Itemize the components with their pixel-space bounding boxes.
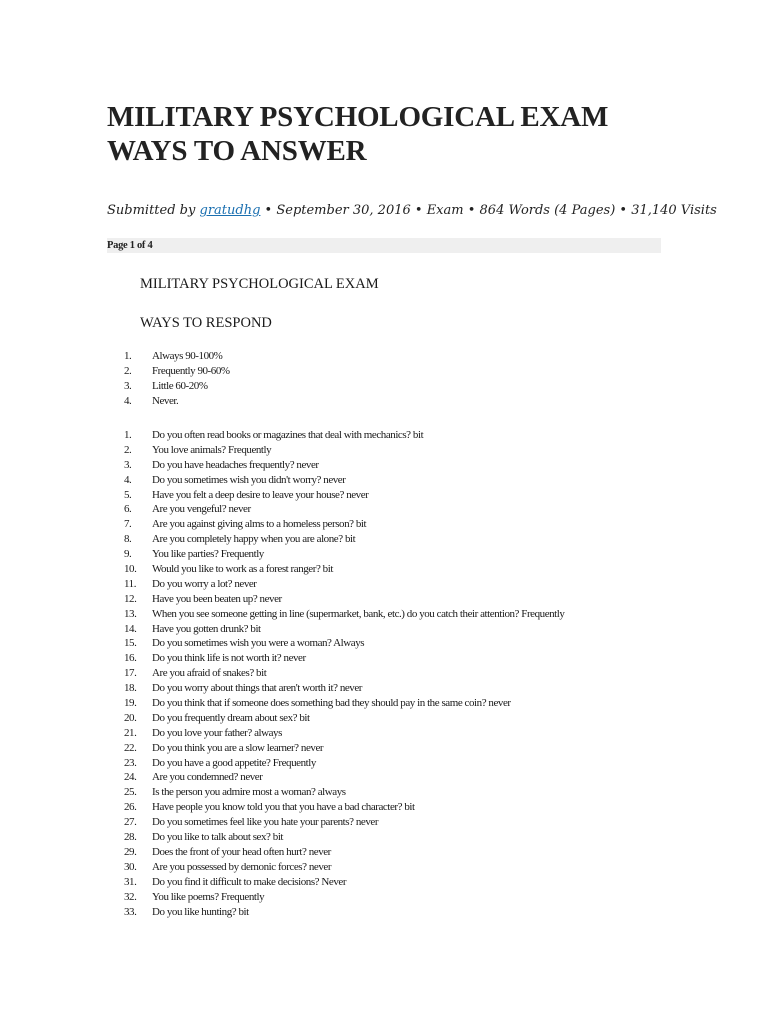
title-line-2: WAYS TO ANSWER [107, 135, 367, 167]
question-item-text: Have you been beaten up? never [152, 592, 282, 605]
question-item-text: Do you love your father? always [152, 726, 282, 739]
question-item-number: 17. [124, 667, 137, 680]
page-title [107, 100, 667, 168]
question-item-number: 4. [124, 473, 132, 486]
question-item-number: 15. [124, 637, 137, 650]
question-item-number: 14. [124, 622, 137, 635]
question-item-number: 31. [124, 875, 137, 888]
question-item-number: 16. [124, 652, 137, 665]
question-item-text: Do you think life is not worth it? never [152, 652, 306, 665]
question-item-number: 23. [124, 756, 137, 769]
question-item-text: Are you afraid of snakes? bit [152, 667, 267, 680]
scale-item-text: Frequently 90-60% [152, 364, 230, 377]
question-item-text: Do you have headaches frequently? never [152, 458, 319, 471]
question-item-text: Do you worry about things that aren't worth it? never [152, 682, 362, 695]
question-item-number: 24. [124, 771, 137, 784]
scale-item-number: 4. [124, 394, 132, 407]
scale-item-text: Little 60-20% [152, 379, 208, 392]
question-item-number: 29. [124, 845, 137, 858]
question-item-text: Do you think you are a slow learner? never [152, 741, 324, 754]
question-item-number: 18. [124, 682, 137, 695]
question-item-text: Do you find it difficult to make decisions? Never [152, 875, 347, 888]
question-item-number: 21. [124, 726, 137, 739]
question-item-text: Do you often read books or magazines that deal with mechanics? bit [152, 429, 424, 441]
question-item-number: 27. [124, 816, 137, 829]
question-item-number: 2. [124, 443, 132, 456]
question-item-number: 5. [124, 488, 132, 501]
question-item-text: Does the front of your head often hurt? never [152, 845, 331, 858]
page-indicator: Page 1 of 4 [107, 240, 153, 251]
submission-meta [107, 201, 717, 221]
question-item-text: Are you possessed by demonic forces? never [152, 860, 332, 873]
question-item-text: Have you felt a deep desire to leave your house? never [152, 488, 369, 501]
question-item-text: Are you condemned? never [152, 771, 263, 784]
scale-item-number: 1. [124, 350, 132, 362]
title-line-1: MILITARY PSYCHOLOGICAL EXAM [107, 101, 609, 133]
question-item-text: Have people you know told you that you have a bad character? bit [152, 801, 415, 814]
question-item-text: Do you sometimes wish you were a woman? Always [152, 637, 365, 650]
question-item-text: Would you like to work as a forest ranger? bit [152, 563, 333, 576]
question-item-text: You like parties? Frequently [152, 548, 264, 561]
question-item-text: Do you worry a lot? never [152, 577, 257, 590]
scale-item-number: 2. [124, 364, 132, 377]
document-heading: MILITARY PSYCHOLOGICAL EXAM [140, 276, 379, 292]
question-item-number: 1. [124, 429, 132, 441]
author-link[interactable]: gratudhg [199, 203, 261, 218]
question-item-text: Is the person you admire most a woman? always [152, 786, 346, 799]
question-item-number: 8. [124, 533, 132, 546]
scale-item-text: Always 90-100% [152, 350, 223, 362]
question-item-text: Do you like to talk about sex? bit [152, 831, 284, 844]
question-item-number: 33. [124, 905, 137, 918]
question-item-number: 20. [124, 711, 137, 724]
question-item-text: Do you sometimes wish you didn't worry? never [152, 473, 346, 486]
question-item-number: 13. [124, 607, 137, 620]
question-item-text: When you see someone getting in line (supermarket, bank, etc.) do you catch their attention? Frequently [152, 607, 565, 620]
question-item-number: 26. [124, 801, 137, 814]
question-item-number: 6. [124, 503, 132, 516]
question-item-text: Do you think that if someone does something bad they should pay in the same coin? never [152, 697, 511, 710]
question-item-text: Are you against giving alms to a homeless person? bit [152, 518, 367, 531]
question-item-text: Have you gotten drunk? bit [152, 622, 261, 635]
question-item-text: Do you like hunting? bit [152, 905, 249, 918]
question-item-text: You like poems? Frequently [152, 890, 265, 903]
page-indicator-bar [107, 238, 661, 253]
question-item-number: 7. [124, 518, 132, 531]
question-item-number: 3. [124, 458, 132, 471]
question-item-number: 25. [124, 786, 137, 799]
scale-item-number: 3. [124, 379, 132, 392]
question-item-number: 22. [124, 741, 137, 754]
document-details: • September 30, 2016 • Exam • 864 Words (4 Pages) • 31,140 Visits [260, 203, 717, 218]
submitted-by-label: Submitted by [107, 203, 196, 218]
document-subheading: WAYS TO RESPOND [140, 315, 272, 331]
question-item-number: 28. [124, 831, 137, 844]
question-item-text: Do you frequently dream about sex? bit [152, 711, 310, 724]
question-item-number: 32. [124, 890, 137, 903]
question-item-number: 30. [124, 860, 137, 873]
scale-item-text: Never. [152, 394, 179, 407]
question-item-text: You love animals? Frequently [152, 443, 272, 456]
question-item-number: 12. [124, 592, 137, 605]
question-item-text: Do you have a good appetite? Frequently [152, 756, 316, 769]
question-item-number: 11. [124, 577, 136, 590]
question-item-number: 9. [124, 548, 132, 561]
question-item-text: Are you vengeful? never [152, 503, 251, 516]
question-item-number: 10. [124, 563, 137, 576]
question-item-number: 19. [124, 697, 137, 710]
question-item-text: Do you sometimes feel like you hate your parents? never [152, 816, 379, 829]
question-item-text: Are you completely happy when you are alone? bit [152, 533, 356, 546]
